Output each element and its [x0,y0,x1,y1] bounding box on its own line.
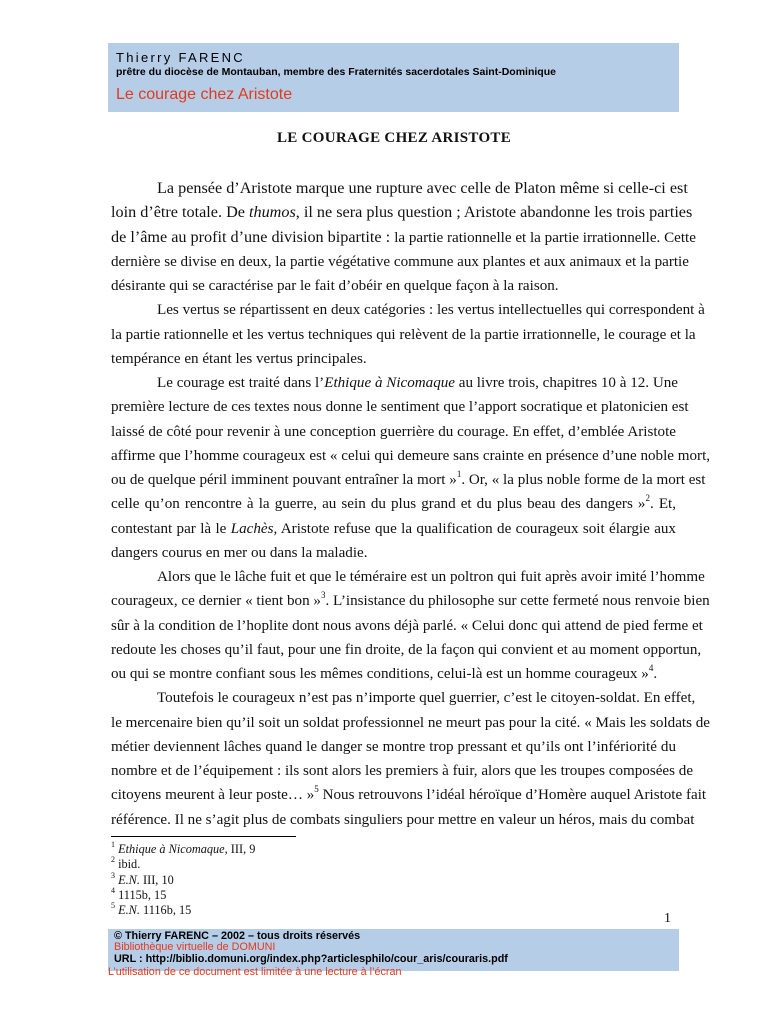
library-name: Bibliothèque virtuelle de DOMUNI [114,941,276,953]
footnote: $^4$ 1115b, 15 [111,885,167,902]
document-header [108,43,679,112]
text-line: affirme que l’homme courageux est « celui qui demeure sans crainte en présence d’une noble mort, [111,447,711,464]
document-url-link[interactable]: URL : http://biblio.domuni.org/index.php?articlesphilo/cour_aris/couraris.pdf [114,953,508,965]
text-line: loin d’être totale. De thumos, il ne sera plus question ; Aristote abandonne les trois parties [111,203,693,222]
footnote: $^2$ ibid. [111,855,141,872]
document-body [111,176,711,832]
text-line: celle qu’on rencontre à la guerre, au sein du plus grand et du plus beau des dangers »$^2$. Et, [111,493,677,513]
text-line: ou qui se montre confiant sous les mêmes conditions, celui-là est un homme courageux »$^4$. [111,662,658,682]
text-line: La pensée d’Aristote marque une rupture avec celle de Platon même si celle-ci est [157,179,688,197]
text-line: la partie rationnelle et les vertus techniques qui relèvent de la partie irrationnelle, le courage et la [111,326,696,343]
footnote-divider [111,836,296,837]
author-affiliation: prêtre du diocèse de Montauban, membre des Fraternités sacerdotales Saint-Dominique [116,66,556,78]
author-name: Thierry FARENC [116,50,245,65]
footnote: $^5$ E.N. 1116b, 15 [111,901,192,918]
page-number: 1 [664,911,671,926]
text-line: Toutefois le courageux n’est pas n’importe quel guerrier, c’est le citoyen-soldat. En effet, [157,690,696,707]
text-line: le mercenaire bien qu’il soit un soldat professionnel ne meurt pas pour la cité. « Mais les soldats de [111,714,710,731]
text-line: dangers courus en mer ou dans la maladie. [111,544,368,561]
text-line: ou de quelque péril imminent pouvant entraîner la mort »$^1$. Or, « la plus noble forme de la mort est [111,468,706,488]
text-line: contestant par là le Lachès, Aristote refuse que la qualification de courageux soit élargie aux [111,520,676,537]
text-line: sûr à la condition de l’hoplite dont nous avons déjà parlé. « Celui donc qui attend de pied ferme et [111,617,703,634]
text-line: Alors que le lâche fuit et que le téméraire est un poltron qui fuit après avoir imité l’homme [157,569,705,585]
footnote: $^3$ E.N. III, 10 [111,870,174,887]
footnote: $^1$ Ethique à Nicomaque, III, 9 [111,839,256,856]
text-line: référence. Il ne s’agit plus de combats singuliers pour mettre en valeur un héros, mais du combat [111,811,695,828]
text-line: première lecture de ces textes nous donne le sentiment que l’apport socratique et platonicien est [111,399,689,416]
text-line: dernière se divise en deux, la partie végétative commune aux plantes et aux animaux et la partie [111,253,689,270]
usage-notice: L’utilisation de ce document est limitée à une lecture à l’écran [108,966,402,978]
footnotes [111,839,256,918]
text-line: Les vertus se répartissent en deux catégories : les vertus intellectuelles qui correspondent à [157,302,705,319]
text-line: métier deviennent lâches quand le danger se montre trop pressant et qu’ils ont l’infériorité du [111,738,676,755]
text-line: tempérance en étant les vertus principales. [111,350,367,367]
text-line: laissé de côté pour revenir à une conception guerrière du courage. En effet, d’emblée Aristote [111,423,676,440]
text-line: nombre et de l’équipement : ils sont alors les premiers à fuir, alors que les troupes composées de [111,763,694,779]
copyright-notice: © Thierry FARENC – 2002 – tous droits réservés [114,930,361,942]
text-line: redoute les choses qu’il faut, pour une fin droite, de la façon qui convient et au moment opportun, [111,641,702,658]
page-title: LE COURAGE CHEZ ARISTOTE [276,130,512,146]
text-line: Le courage est traité dans l’Ethique à Nicomaque au livre trois, chapitres 10 à 12. Une [157,375,679,391]
text-line: désirante qui se caractérise par le fait d’obéir en quelque façon à la raison. [111,278,559,294]
document-footer [108,929,679,978]
header-title: Le courage chez Aristote [116,86,293,103]
text-line: de l’âme au profit d’une division bipartite : la partie rationnelle et la partie irrationnelle. Cette [111,227,696,246]
text-line: citoyens meurent à leur poste… »$^5$ Nous retrouvons l’idéal héroïque d’Homère auquel Aristote fait [111,784,707,804]
text-line: courageux, ce dernier « tient bon »$^3$. L’insistance du philosophe sur cette fermeté nous renvoie bien [111,590,710,610]
